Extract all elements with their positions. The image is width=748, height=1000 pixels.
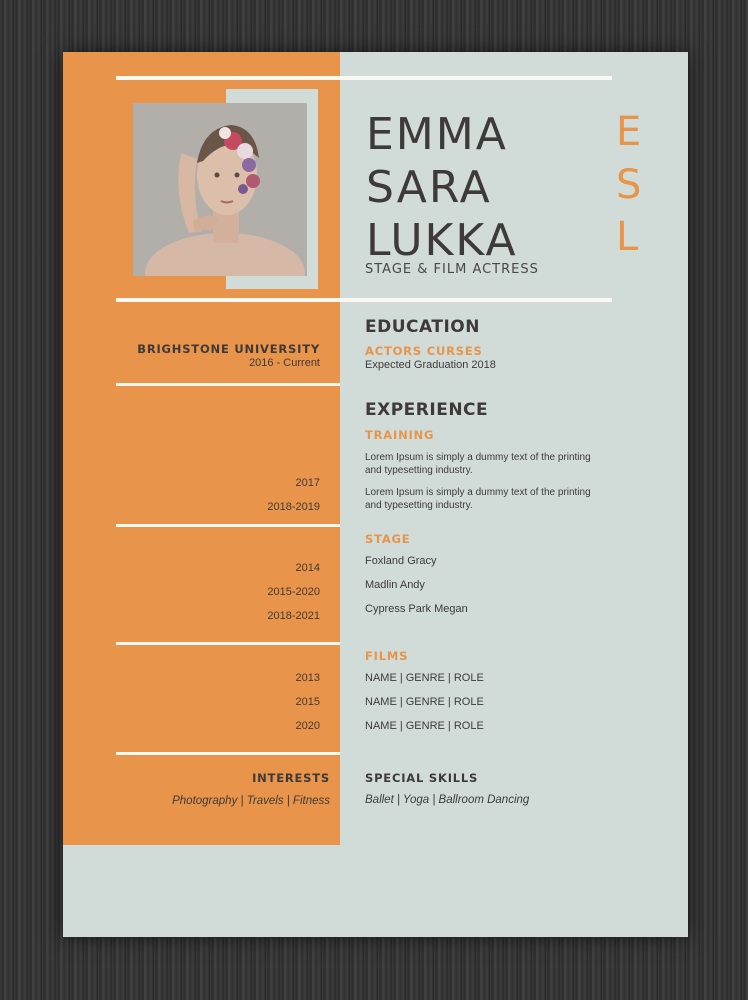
name-first: EMMA <box>366 109 508 160</box>
monogram-s: S <box>616 162 642 208</box>
portrait-photo <box>133 103 307 276</box>
top-rule <box>116 76 612 80</box>
education-divider <box>116 383 340 386</box>
film-item-3: NAME | GENRE | ROLE <box>365 720 484 732</box>
films-label: FILMS <box>365 649 409 663</box>
skills-heading: SPECIAL SKILLS <box>365 771 479 785</box>
training-item-1-line-2: and typesetting industry. <box>365 465 473 476</box>
job-title: STAGE & FILM ACTRESS <box>365 262 539 277</box>
film-year-2: 2015 <box>295 696 320 708</box>
training-year-1: 2017 <box>295 477 320 489</box>
stage-item-3: Cypress Park Megan <box>365 603 468 615</box>
monogram-e: E <box>616 109 642 155</box>
training-item-1-line-1: Lorem Ipsum is simply a dummy text of the printing <box>365 452 591 463</box>
education-school: BRIGHSTONE UNIVERSITY <box>137 342 320 356</box>
stage-year-1: 2014 <box>295 562 320 574</box>
skills-text: Ballet | Yoga | Ballroom Dancing <box>365 794 530 806</box>
name-last: LUKKA <box>366 215 518 266</box>
resume-page <box>63 52 688 937</box>
training-item-2-line-1: Lorem Ipsum is simply a dummy text of the printing <box>365 487 591 498</box>
stage-divider <box>116 642 340 645</box>
education-detail: Expected Graduation 2018 <box>365 359 496 371</box>
film-year-1: 2013 <box>295 672 320 684</box>
experience-heading: EXPERIENCE <box>365 400 489 420</box>
training-label: TRAINING <box>365 428 435 442</box>
name-middle: SARA <box>366 162 492 213</box>
stage-year-2: 2015-2020 <box>267 586 320 598</box>
monogram-l: L <box>616 214 639 260</box>
education-heading: EDUCATION <box>365 317 480 337</box>
interests-text: Photography | Travels | Fitness <box>172 795 330 807</box>
header-bottom-rule <box>116 298 612 302</box>
film-year-3: 2020 <box>295 720 320 732</box>
stage-item-1: Foxland Gracy <box>365 555 437 567</box>
training-year-2: 2018-2019 <box>267 501 320 513</box>
films-divider <box>116 752 340 755</box>
stage-item-2: Madlin Andy <box>365 579 425 591</box>
training-divider <box>116 524 340 527</box>
stage-label: STAGE <box>365 532 411 546</box>
education-years: 2016 - Current <box>249 357 320 369</box>
training-item-2-line-2: and typesetting industry. <box>365 500 473 511</box>
stage-year-3: 2018-2021 <box>267 610 320 622</box>
interests-heading: INTERESTS <box>252 771 330 785</box>
education-program: ACTORS CURSES <box>365 344 483 358</box>
film-item-2: NAME | GENRE | ROLE <box>365 696 484 708</box>
film-item-1: NAME | GENRE | ROLE <box>365 672 484 684</box>
